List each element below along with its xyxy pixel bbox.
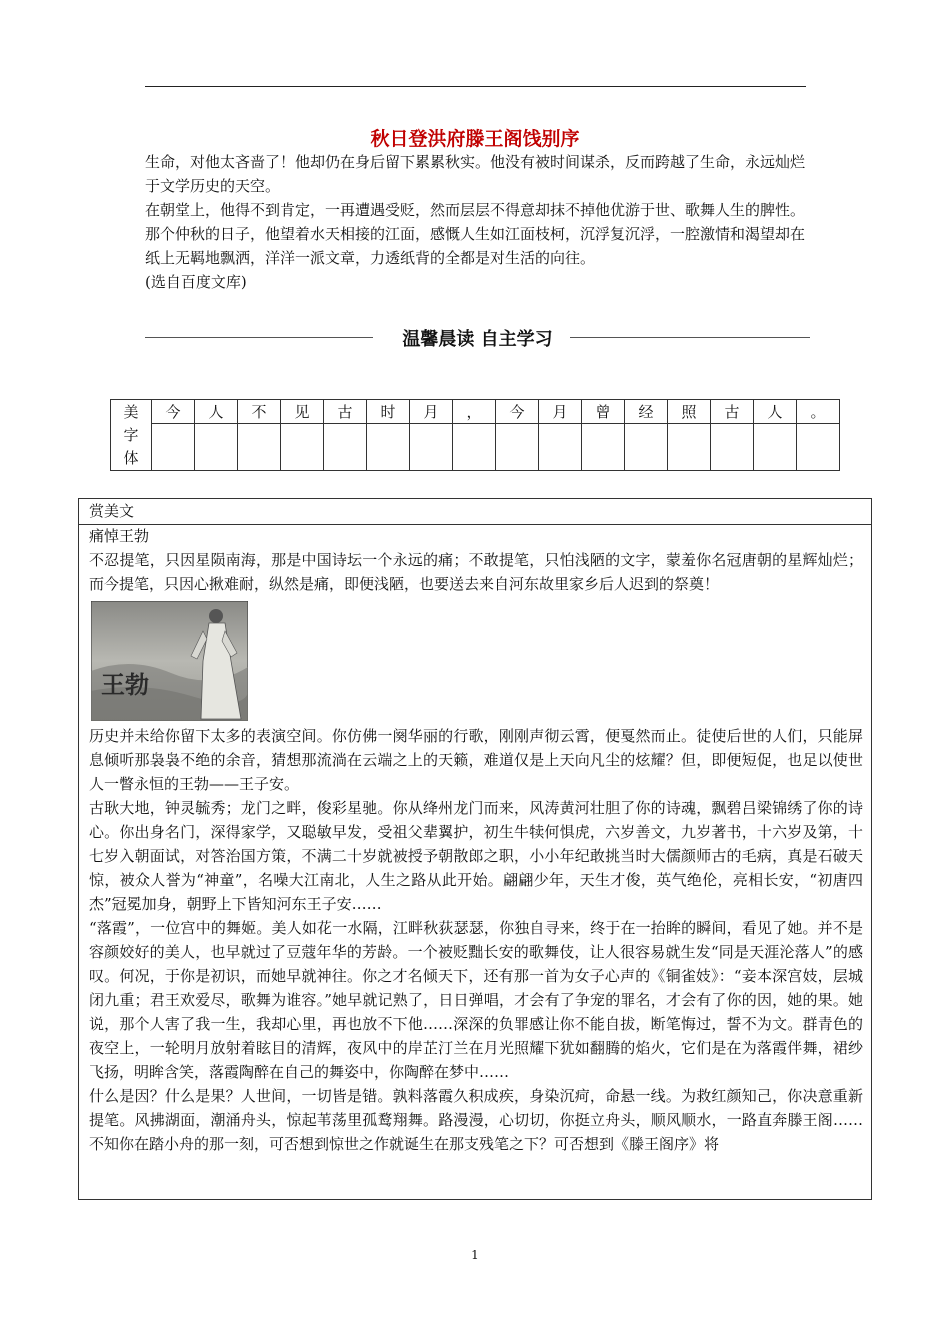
- practice-cell[interactable]: [668, 424, 711, 471]
- section-heading-bar: [145, 325, 810, 351]
- intro-paragraph: 生命，对他太吝啬了！他却仍在身后留下累累秋实。他没有被时间谋杀，反而跨越了生命，永远灿烂于文学历史的天空。: [145, 153, 806, 195]
- practice-cell[interactable]: [797, 424, 840, 471]
- intro-source: (选自百度文库): [145, 273, 247, 291]
- table-header-char: 体: [123, 448, 139, 467]
- essay-body: [89, 524, 863, 1156]
- model-character: 不: [238, 400, 281, 424]
- table-header-cell: [111, 400, 152, 471]
- intro-paragraph: 在朝堂上，他得不到肯定，一再遭遇受贬，然而层层不得意却抹不掉他优游于世、歌舞人生的脾性。: [145, 201, 806, 219]
- essay-paragraph: “落霞”，一位宫中的舞姬。美人如花一水隔，江畔秋荻瑟瑟，你独自寻来，终于在一抬眸的瞬间，看见了她。并不是容颜姣好的美人，也早就过了豆蔻年华的芳龄。一个被贬黜长安的歌舞伎，让人很容易就生发“同是天涯沦落人”的感叹。何况，于你是初识，而她早就神往。你之才名倾天下，还有那一首为女子心声的《铜雀妓》：“妾本深宫妓，层城闭九重；君王欢爱尽，歌舞为谁容。”她早就记熟了，日日弹唱，才会有了争宠的罪名，才会有了你的因，她的果。她说，那个人害了我一生，我却心里，再也放不下他……深深的负罪感让你不能自拔，断笔悔过，誓不为文。群青色的夜空上，一轮明月放射着眩目的清辉，夜风中的岸芷汀兰在月光照耀下犹如翻腾的焰火，它们是在为落霞伴舞，裙纱飞扬，明眸含笑，落霞陶醉在自己的舞姿中，你陶醉在梦中……: [89, 919, 863, 1081]
- essay-title: 痛悼王勃: [89, 527, 150, 545]
- model-character: 经: [625, 400, 668, 424]
- practice-cell[interactable]: [195, 424, 238, 471]
- practice-cell[interactable]: [281, 424, 324, 471]
- practice-cell[interactable]: [754, 424, 797, 471]
- page-title: 秋日登洪府滕王阁饯别序: [370, 128, 580, 150]
- practice-cell[interactable]: [453, 424, 496, 471]
- calligraphy-copy-table: [110, 399, 840, 471]
- portrait-caption: 王勃: [101, 671, 149, 699]
- model-character: 人: [754, 400, 797, 424]
- essay-paragraph: 不忍提笔，只因星陨南海，那是中国诗坛一个永远的痛；不敢提笔，只怕浅陋的文字，蒙羞你名冠唐朝的星辉灿烂；而今提笔，只因心揪难耐，纵然是痛，即便浅陋，也要送去来自河东故里家乡后人迟到的祭奠！: [89, 551, 863, 593]
- practice-cell[interactable]: [238, 424, 281, 471]
- model-character: 今: [152, 400, 195, 424]
- intro-paragraph: 那个仲秋的日子，他望着水天相接的江面，感慨人生如江面枝柯，沉浮复沉浮，一腔激情和渴望却在纸上无羁地飘洒，洋洋一派文章，力透纸背的全都是对生活的向往。: [145, 225, 806, 267]
- intro-text: [145, 150, 810, 294]
- model-character: 月: [410, 400, 453, 424]
- box-heading: 赏美文: [79, 499, 871, 525]
- wang-bo-portrait-image: [91, 601, 248, 721]
- model-character: 今: [496, 400, 539, 424]
- table-header-char: 美: [123, 402, 139, 421]
- practice-cell[interactable]: [367, 424, 410, 471]
- practice-cell[interactable]: [410, 424, 453, 471]
- appreciation-box: [78, 498, 872, 1200]
- practice-cell[interactable]: [582, 424, 625, 471]
- header-rule: [145, 86, 806, 87]
- page-number: 1: [471, 1248, 479, 1262]
- practice-cell[interactable]: [539, 424, 582, 471]
- model-character: 人: [195, 400, 238, 424]
- practice-cell[interactable]: [625, 424, 668, 471]
- practice-cell[interactable]: [324, 424, 367, 471]
- section-heading: 温馨晨读 自主学习: [402, 329, 553, 350]
- practice-cell[interactable]: [496, 424, 539, 471]
- practice-cell[interactable]: [711, 424, 754, 471]
- model-character: ，: [453, 400, 496, 424]
- essay-paragraph: 古耿大地，钟灵毓秀；龙门之畔，俊彩星驰。你从绛州龙门而来，风涛黄河壮胆了你的诗魂，飘碧吕梁锦绣了你的诗心。你出身名门，深得家学，又聪敏早发，受祖父辈翼护，初生牛犊何惧虎，六岁善文，九岁著书，十六岁及第，十七岁入朝面试，对答治国方策，不满二十岁就被授予朝散郎之职，小小年纪敢挑当时大儒颜师古的毛病，真是石破天惊，被众人誉为“神童”，名噪大江南北，人生之路从此开始。翩翩少年，天生才俊，英气绝伦，亮相长安，“初唐四杰”冠冕加身，朝野上下皆知河东王子安……: [89, 799, 863, 913]
- model-character: 古: [711, 400, 754, 424]
- model-character: 照: [668, 400, 711, 424]
- model-character: 曾: [582, 400, 625, 424]
- essay-paragraph: 什么是因？什么是果？人世间，一切皆是错。孰料落霞久积成疾，身染沉疴，命悬一线。为救红颜知己，你决意重新提笔。风拂湖面，潮涌舟头，惊起苇荡里孤鹜翔舞。路漫漫，心切切，你挺立舟头，顺风顺水，一路直奔滕王阁……不知你在踏小舟的那一刻，可否想到惊世之作就诞生在那支残笔之下？可否想到《滕王阁序》将: [89, 1087, 863, 1153]
- model-character: 见: [281, 400, 324, 424]
- table-header-char: 字: [123, 425, 139, 444]
- section-rule-right: [570, 337, 810, 338]
- model-character: 时: [367, 400, 410, 424]
- practice-cell[interactable]: [152, 424, 195, 471]
- model-character: 月: [539, 400, 582, 424]
- model-character: 。: [797, 400, 840, 424]
- model-character: 古: [324, 400, 367, 424]
- essay-paragraph: 历史并未给你留下太多的表演空间。你仿佛一阕华丽的行歌，刚刚声彻云霄，便戛然而止。徒使后世的人们，只能屏息倾听那袅袅不绝的余音，猜想那流淌在云端之上的天籁，难道仅是上天向凡尘的炫耀？但，即便短促，也足以使世人一瞥永恒的王勃——王子安。: [89, 727, 863, 793]
